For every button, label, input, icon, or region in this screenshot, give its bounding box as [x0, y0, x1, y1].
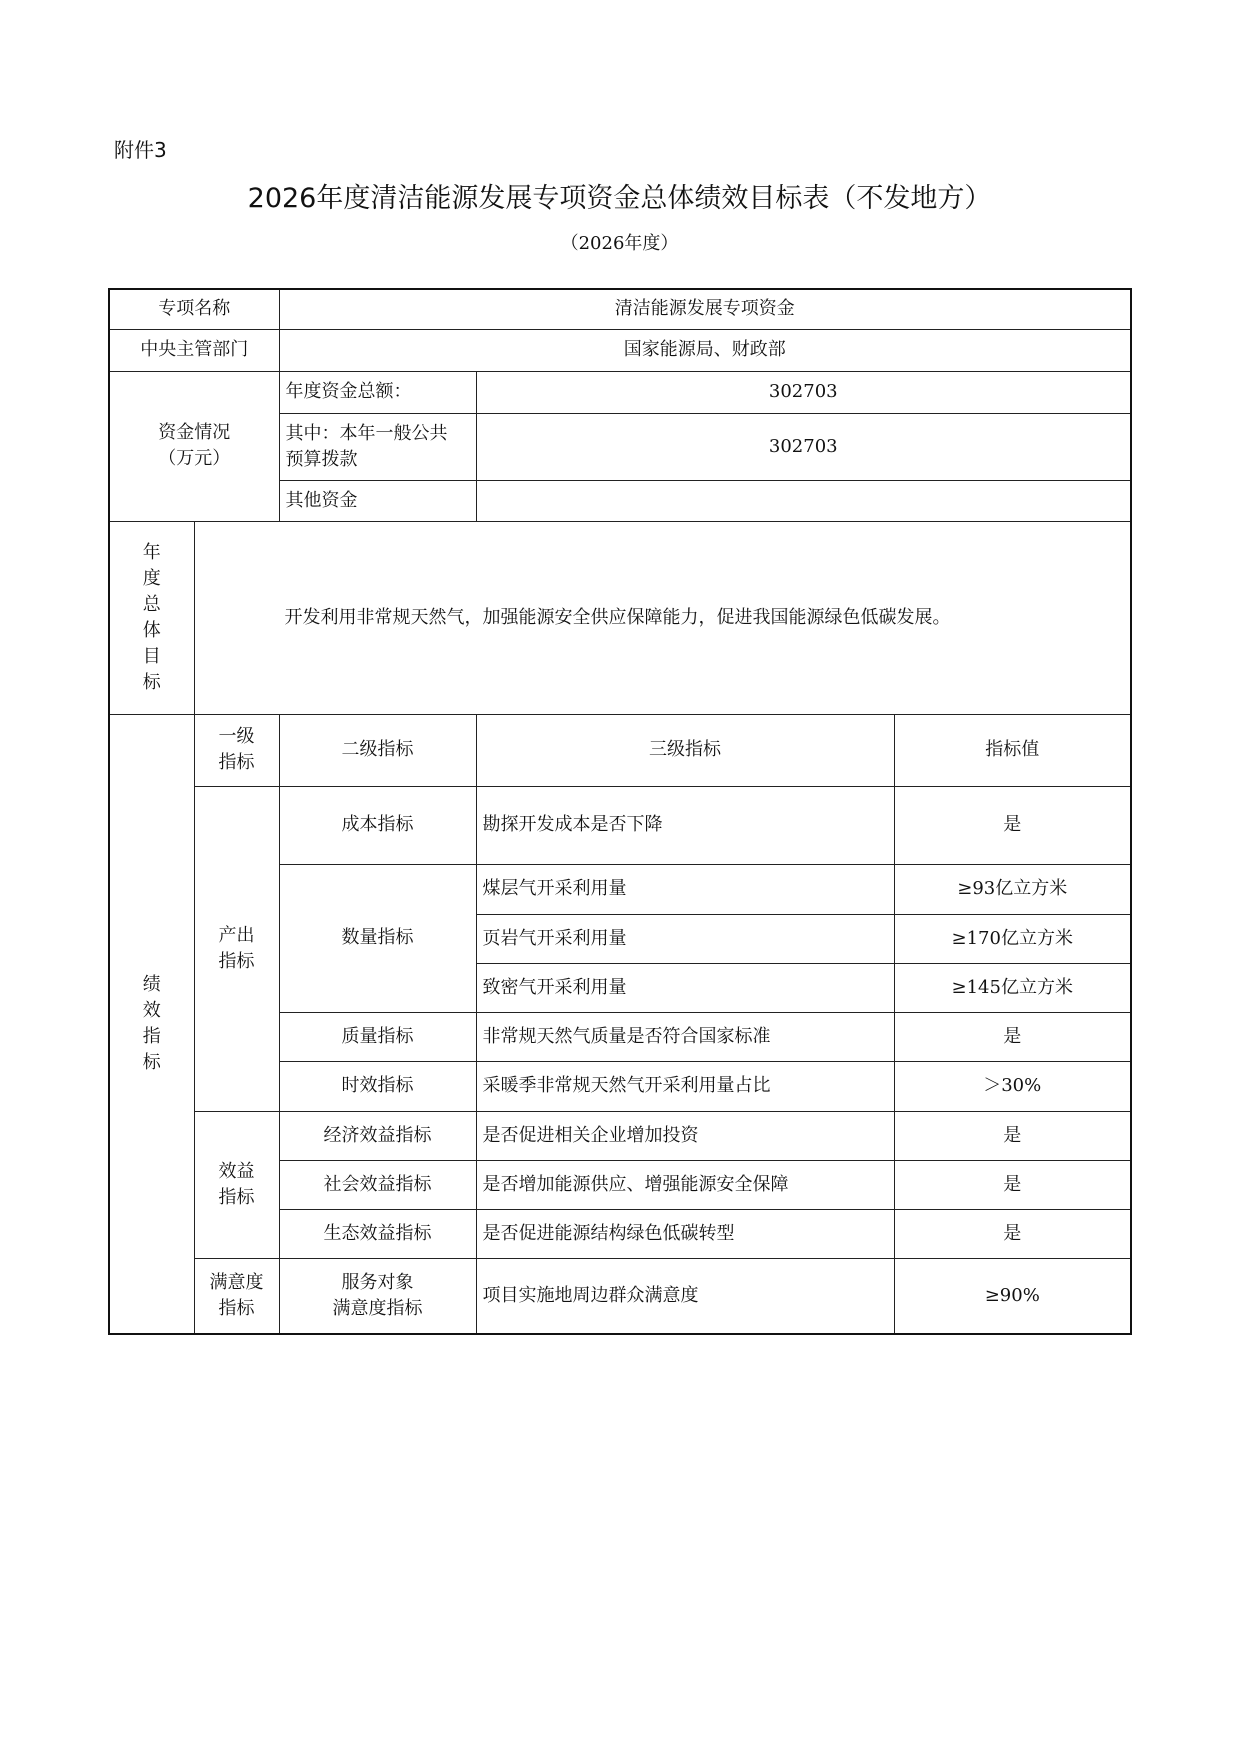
page-subtitle: （2026年度） [560, 233, 679, 254]
benefit-indicator-label [194, 1111, 279, 1258]
header-value: 指标值 [894, 714, 1131, 786]
table-row [109, 289, 1131, 329]
value-cell: 是 [894, 1209, 1131, 1258]
performance-label-char: 效 [142, 999, 161, 1021]
level2-cell: 质量指标 [279, 1012, 476, 1061]
level2-cell: 时效指标 [279, 1061, 476, 1111]
value-cell: ≥93亿立方米 [894, 864, 1131, 914]
funds-label-line1: 资金情况 [158, 422, 231, 443]
level2-cell: 社会效益指标 [279, 1160, 476, 1209]
goal-label-char: 总 [142, 593, 161, 615]
total-funds-label: 年度资金总额： [279, 371, 476, 413]
level3-cell: 是否增加能源供应、增强能源安全保障 [476, 1160, 894, 1209]
header-level1 [194, 714, 279, 786]
level2-cell: 数量指标 [279, 864, 476, 1012]
output-label-line1: 产出 [218, 924, 255, 946]
value-cell: 是 [894, 1012, 1131, 1061]
goal-label-char: 年 [142, 541, 161, 563]
performance-label-char: 指 [142, 1025, 161, 1047]
level2-cell: 生态效益指标 [279, 1209, 476, 1258]
value-cell: ＞30% [894, 1061, 1131, 1111]
header-level3: 三级指标 [476, 714, 894, 786]
budget-label-line2: 预算拨款 [285, 448, 358, 470]
level2-line1: 服务对象 [341, 1271, 414, 1293]
performance-label-char: 标 [142, 1051, 161, 1073]
budget-funds-label [279, 413, 476, 480]
table-row [109, 329, 1131, 371]
level3-cell: 页岩气开采利用量 [476, 914, 894, 963]
level3-cell: 是否促进能源结构绿色低碳转型 [476, 1209, 894, 1258]
table-row [109, 1111, 1131, 1160]
satisfaction-label-line1: 满意度 [209, 1271, 264, 1293]
table-row [109, 786, 1131, 864]
value-cell: ≥170亿立方米 [894, 914, 1131, 963]
satisfaction-label-line2: 指标 [218, 1297, 255, 1319]
level2-line2: 满意度指标 [332, 1297, 423, 1319]
table-row [109, 371, 1131, 413]
level3-cell: 是否促进相关企业增加投资 [476, 1111, 894, 1160]
annual-goal-label [109, 521, 194, 714]
project-name-label: 专项名称 [109, 289, 279, 329]
table-row [109, 521, 1131, 714]
table-row [109, 714, 1131, 786]
budget-funds-value: 302703 [476, 413, 1131, 480]
level2-cell: 经济效益指标 [279, 1111, 476, 1160]
performance-label [109, 714, 194, 1334]
value-cell: 是 [894, 1160, 1131, 1209]
header-level1-line1: 一级 [218, 726, 255, 747]
value-cell: ≥90% [894, 1258, 1131, 1334]
goal-label-char: 体 [142, 619, 161, 641]
level3-cell: 采暖季非常规天然气开采利用量占比 [476, 1061, 894, 1111]
dept-value: 国家能源局、财政部 [279, 329, 1131, 371]
funds-label-line2: （万元） [158, 448, 231, 469]
satisfaction-indicator-label [194, 1258, 279, 1334]
attachment-label: 附件3 [114, 138, 167, 162]
benefit-label-line1: 效益 [218, 1160, 255, 1182]
level3-cell: 致密气开采利用量 [476, 963, 894, 1012]
output-label-line2: 指标 [218, 950, 255, 972]
annual-goal-text: 开发利用非常规天然气，加强能源安全供应保障能力，促进我国能源绿色低碳发展。 [194, 521, 1131, 714]
other-funds-label: 其他资金 [279, 480, 476, 521]
output-indicator-label [194, 786, 279, 1111]
header-level1-line2: 指标 [218, 752, 255, 773]
level2-cell [279, 1258, 476, 1334]
value-cell: 是 [894, 786, 1131, 864]
level3-cell: 非常规天然气质量是否符合国家标准 [476, 1012, 894, 1061]
header-level2: 二级指标 [279, 714, 476, 786]
level2-cell: 成本指标 [279, 786, 476, 864]
project-name-value: 清洁能源发展专项资金 [279, 289, 1131, 329]
other-funds-value [476, 480, 1131, 521]
goal-label-char: 度 [142, 567, 161, 589]
performance-label-char: 绩 [142, 973, 161, 995]
budget-label-line1: 其中：本年一般公共 [285, 422, 448, 444]
value-cell: 是 [894, 1111, 1131, 1160]
table-row [109, 1258, 1131, 1334]
dept-label: 中央主管部门 [109, 329, 279, 371]
page-title: 2026年度清洁能源发展专项资金总体绩效目标表（不发地方） [247, 183, 992, 214]
goal-label-char: 目 [142, 645, 161, 667]
level3-cell: 煤层气开采利用量 [476, 864, 894, 914]
level3-cell: 项目实施地周边群众满意度 [476, 1258, 894, 1334]
funds-label [109, 371, 279, 521]
total-funds-value: 302703 [476, 371, 1131, 413]
level3-cell: 勘探开发成本是否下降 [476, 786, 894, 864]
goal-label-char: 标 [142, 671, 161, 693]
value-cell: ≥145亿立方米 [894, 963, 1131, 1012]
benefit-label-line2: 指标 [218, 1186, 255, 1208]
performance-target-table [108, 288, 1132, 1335]
